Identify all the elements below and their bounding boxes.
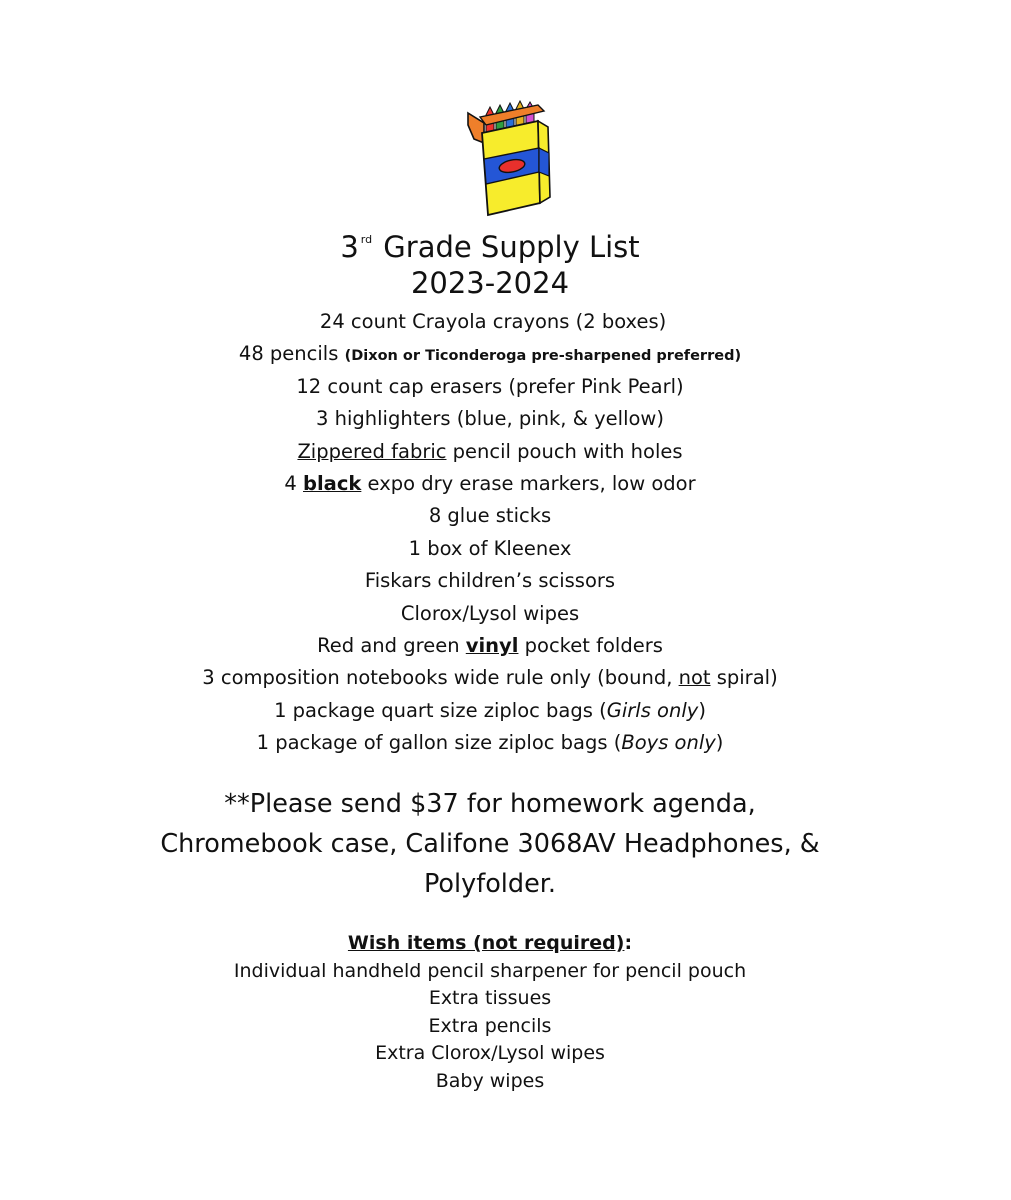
item-text: 1 package of gallon size ziploc bags ( — [256, 731, 622, 755]
item-text: 3 highlighters (blue, pink, & yellow) — [316, 407, 664, 431]
item-text: 12 count cap erasers (prefer Pink Pearl) — [296, 374, 684, 398]
item-text: Fiskars children’s scissors — [364, 569, 616, 593]
item-text: pencil pouch with holes — [446, 439, 683, 463]
item-text: pocket folders — [518, 633, 663, 657]
payment-note-line: **Please send $37 for homework agenda, — [224, 789, 756, 819]
item-emphasis-text: vinyl — [465, 633, 519, 657]
item-text: 48 pencils — [238, 342, 345, 366]
page-title — [0, 222, 980, 265]
list-item — [0, 338, 980, 370]
list-item — [0, 533, 980, 565]
item-italic-text: Boys only — [621, 731, 716, 755]
list-item — [0, 727, 980, 759]
list-item — [0, 436, 980, 468]
list-item — [0, 695, 980, 727]
payment-note-line: Chromebook case, Califone 3068AV Headphones, & — [160, 829, 820, 859]
item-text: 24 count Crayola crayons (2 boxes) — [319, 310, 667, 333]
item-text: Red and green — [317, 633, 466, 657]
wish-item: Extra pencils — [428, 1014, 552, 1037]
item-text: spiral) — [710, 666, 778, 690]
box-band-side — [539, 148, 549, 176]
title-text: Grade Supply List — [383, 230, 640, 264]
item-text: ) — [698, 698, 706, 722]
wish-list-heading — [0, 930, 980, 958]
item-italic-text: Girls only — [606, 698, 699, 722]
list-item — [0, 565, 980, 597]
wish-item: Individual handheld pencil sharpener for pencil pouch — [233, 959, 747, 982]
item-text: 4 — [284, 471, 304, 495]
item-underlined-text: not — [678, 666, 711, 690]
item-underlined-text: Zippered fabric — [297, 439, 447, 463]
list-item — [0, 630, 980, 662]
list-item — [0, 306, 980, 338]
wish-list — [0, 930, 980, 1096]
item-text: ) — [715, 731, 724, 755]
item-text: 1 box of Kleenex — [408, 536, 572, 560]
list-item — [0, 598, 980, 630]
list-item — [0, 500, 980, 532]
wish-item: Extra Clorox/Lysol wipes — [375, 1042, 605, 1065]
item-note: (Dixon or Ticonderoga pre-sharpened preferred) — [344, 348, 742, 365]
title-block — [0, 222, 980, 301]
item-emphasis-text: black — [303, 471, 362, 495]
wish-item: Extra tissues — [428, 987, 552, 1010]
wish-item: Baby wipes — [435, 1069, 545, 1092]
payment-note-line: Polyfolder. — [423, 869, 557, 899]
list-item — [0, 371, 980, 403]
item-text: 8 glue sticks — [428, 504, 552, 528]
item-text: expo dry erase markers, low odor — [361, 471, 696, 495]
wish-list-heading-text: Wish items (not required) — [347, 932, 625, 954]
item-text: 1 package quart size ziploc bags ( — [274, 698, 607, 722]
list-item — [0, 403, 980, 435]
list-item — [0, 662, 980, 694]
crayon-box-icon — [464, 99, 556, 217]
payment-note — [0, 784, 980, 904]
item-text: Clorox/Lysol wipes — [400, 601, 580, 625]
supply-list — [0, 306, 980, 759]
item-text: 3 composition notebooks wide rule only (bound, — [202, 666, 679, 690]
title-number: 3 — [340, 230, 359, 264]
wish-list-heading-colon: : — [624, 932, 633, 954]
title-suffix: rd — [360, 233, 373, 246]
list-item — [0, 468, 980, 500]
school-year: 2023-2024 — [410, 266, 570, 300]
